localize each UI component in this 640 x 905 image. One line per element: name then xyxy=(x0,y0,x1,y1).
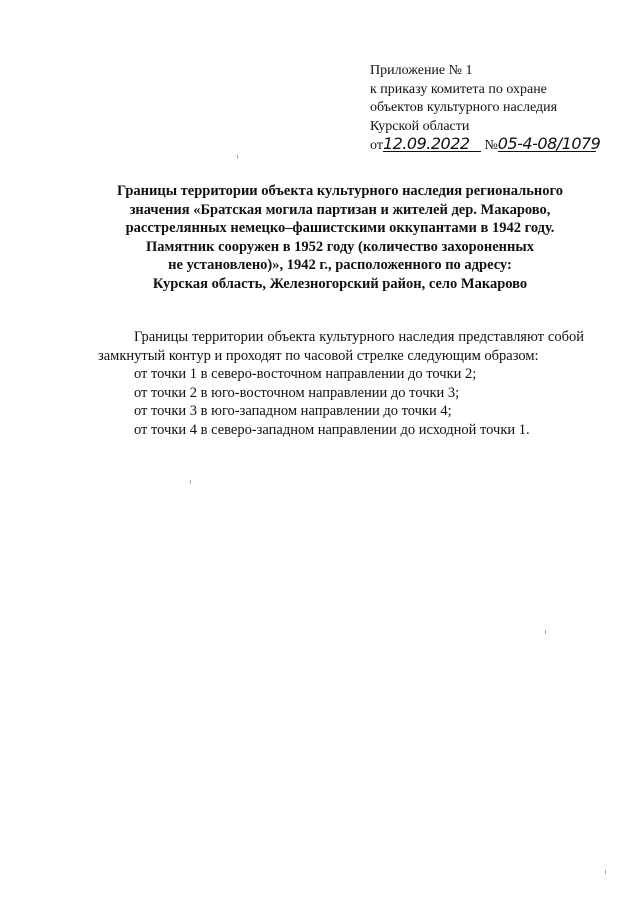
title-line: расстрелянных немецко–фашистскими оккупантами в 1942 году. xyxy=(125,220,555,236)
appendix-order-line: к приказу комитета по охране xyxy=(370,81,547,97)
appendix-date-number-line xyxy=(370,136,630,156)
appendix-objects-line: объектов культурного наследия xyxy=(370,100,558,115)
handwritten-number: 05-4-08/1079 xyxy=(497,134,601,153)
title-line: Границы территории объекта культурного наследия регионального xyxy=(117,183,563,199)
from-prefix: от xyxy=(370,138,383,153)
title-line: Курская область, Железногорский район, село Макарово xyxy=(152,275,528,292)
handwritten-date: 12.09.2022 xyxy=(383,136,481,152)
number-prefix: № xyxy=(484,138,498,153)
title-line: Памятник сооружен в 1952 году (количество захороненных xyxy=(146,238,534,255)
scan-speck xyxy=(545,630,546,634)
appendix-region-line: Курской области xyxy=(370,118,470,134)
boundary-point-item: от точки 4 в северо-западном направлении до исходной точки 1. xyxy=(134,421,530,438)
scan-speck xyxy=(605,870,606,874)
scan-speck xyxy=(190,480,191,484)
boundary-point-item: от точки 2 в юго-восточном направлении до точки 3; xyxy=(134,384,460,401)
scan-speck xyxy=(237,155,238,159)
title-line: не установлено)», 1942 г., расположенного по адресу: xyxy=(168,257,512,273)
intro-paragraph: Границы территории объекта культурного наследия представляют собой замкнутый контур и проходят по часовой стрелке следующим образом: xyxy=(98,329,584,364)
appendix-title: Приложение № 1 xyxy=(370,63,473,78)
title-line: значения «Братская могила партизан и жителей дер. Макарово, xyxy=(129,201,551,218)
document-body xyxy=(98,328,584,439)
boundary-point-item: от точки 1 в северо-восточном направлении до точки 2; xyxy=(134,366,477,382)
document-title xyxy=(80,182,600,293)
boundary-point-item: от точки 3 в юго-западном направлении до точки 4; xyxy=(134,403,452,419)
appendix-header xyxy=(370,62,630,156)
